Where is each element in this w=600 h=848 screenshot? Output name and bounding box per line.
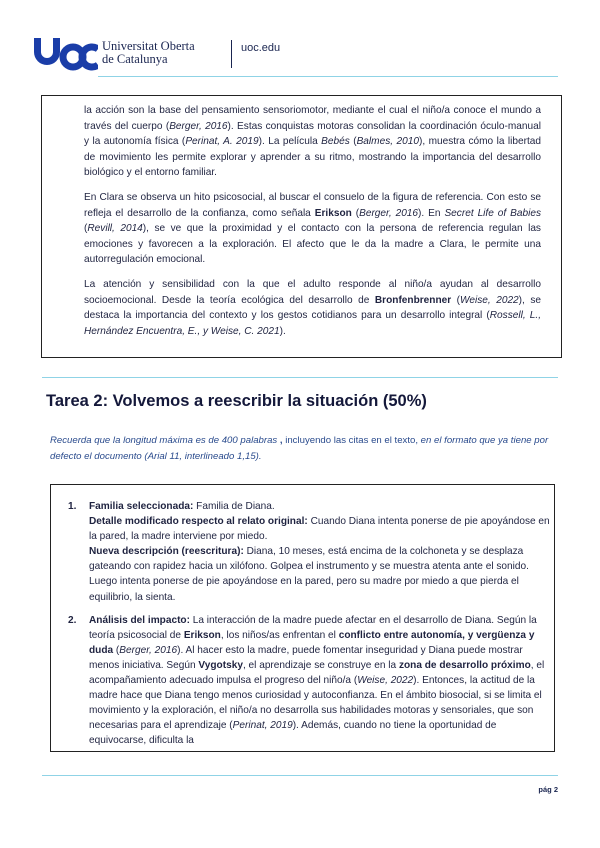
section-rule: [42, 377, 558, 378]
paragraph-1: la acción son la base del pensamiento sensoriomotor, mediante el cual el niño/a conoce el mundo a través del cuerpo (Berger, 2016). Estas conquistas motoras consolidan la coordinación óculo-manual y la autonomía física (Perinat, A. 2019). La película Bebés (Balmes, 2010), muestra cómo la libertad de movimiento les permite explorar y aprender a su ritmo, mostrando la importancia del desarrollo biológico y el entorno familiar.: [84, 105, 542, 179]
author-name: Bronfenbrenner: [374, 294, 452, 306]
list-item: 2. Análisis del impacto: La interacción de la madre puede afectar en el desarrollo de Diana. Según la teoría psicosocial de Erikson, los niños/as enfrentan el conflicto entre autonomía, y vergüenza y duda (Berger, 2016). Al hacer esto la madre, puede fomentar inseguridad y Diana puede mostrar menos iniciativa. Según Vygotsky, el aprendizaje se construye en la zona de desarrollo próximo, el acompañamiento adecuado impulsa el progreso del niño/a (Weise, 2022). Entonces, la actitud de la madre hace que Diana tengo menos curiosidad y autoconfianza. En el ámbito biosocial, si se limita el movimiento y la exploración, el niño/a no desarrolla sus habilidades motoras y sensoriales, que son necesarias para el aprendizaje (Perinat, 2019). Además, cuando no tiene la oportunidad de equivocarse, dificulta la: [68, 614, 545, 747]
author-name: Erikson: [314, 207, 352, 219]
list-item: 1. Familia seleccionada: Familia de Diana. Detalle modificado respecto al relato original: Cuando Diana intenta ponerse de pie apoyándose en la pared, la madre interviene por miedo. Nueva descripción (reescritura): Diana, 10 meses, está encima de la colchoneta y se desplaza gateando con rapidez hacia un xilófono. Golpea el instrumento y se muestra atenta ante el sonido. Luego intenta ponerse de pie apoyándose en la pared, pero su madre por miedo a que pierda el equilibrio, la sienta.: [68, 501, 550, 603]
citation: Berger, 2016: [359, 207, 419, 219]
citation: Berger, 2016: [169, 120, 228, 132]
task-title: Tarea 2: Volvemos a reescribir la situación (50%): [46, 392, 427, 410]
footer-rule: [42, 775, 558, 776]
paragraph-2: En Clara se observa un hito psicosocial, al buscar el consuelo de la figura de referencia. Con esto se refleja el desarrollo de la confianza, como señala Erikson (Berger, 2016). En Secret Life of Babies (Revill, 2014), se ve que la proximidad y el contacto con la persona de referencia regulan las emociones y favorecen a la exploración. El afecto que le da la madre a Clara, le permite una autorregulación emocional.: [84, 191, 542, 266]
citation: Balmes, 2010: [356, 136, 419, 148]
list-number: 2.: [68, 614, 77, 626]
page-header: [0, 0, 600, 80]
citation: Weise, 2022: [460, 294, 519, 306]
previous-task-box: [41, 95, 562, 358]
answer-list: [68, 499, 550, 757]
film-title: Bebés: [321, 136, 350, 148]
task-instructions: Recuerda que la longitud máxima es de 400 palabras , incluyendo las citas en el texto, en el formato que ya tiene por defecto el documento (Arial 11, interlineado 1,15).: [50, 435, 549, 462]
university-line-2: de Catalunya: [102, 52, 168, 66]
university-line-1: Universitat Oberta: [102, 39, 195, 53]
university-name: [102, 40, 195, 66]
page-number: pág 2: [538, 785, 558, 794]
answer-box[interactable]: [50, 484, 555, 752]
university-url[interactable]: uoc.edu: [241, 42, 281, 54]
uoc-logo: [34, 38, 98, 83]
previous-task-content: [84, 103, 541, 348]
paragraph-3: La atención y sensibilidad con la que el adulto responde al niño/a ayudan al desarrollo socioemocional. Desde la teoría ecológica del desarrollo de Bronfenbrenner (Weise, 2022), se destaca la importancia del contexto y los gestos cotidianos para un desarrollo integral (Rossell, L., Hernández Encuentra, E., y Weise, C. 2021).: [84, 278, 541, 337]
citation: Perinat, A. 2019: [185, 136, 259, 148]
header-rule: [98, 76, 558, 77]
citation: Rossell, L., Hernández Encuentra, E., y Weise, C. 2021: [84, 310, 541, 337]
logo-divider: [231, 40, 232, 68]
film-title: Secret Life of Babies: [444, 207, 542, 219]
citation: Revill, 2014: [87, 223, 143, 235]
list-number: 1.: [68, 501, 77, 512]
